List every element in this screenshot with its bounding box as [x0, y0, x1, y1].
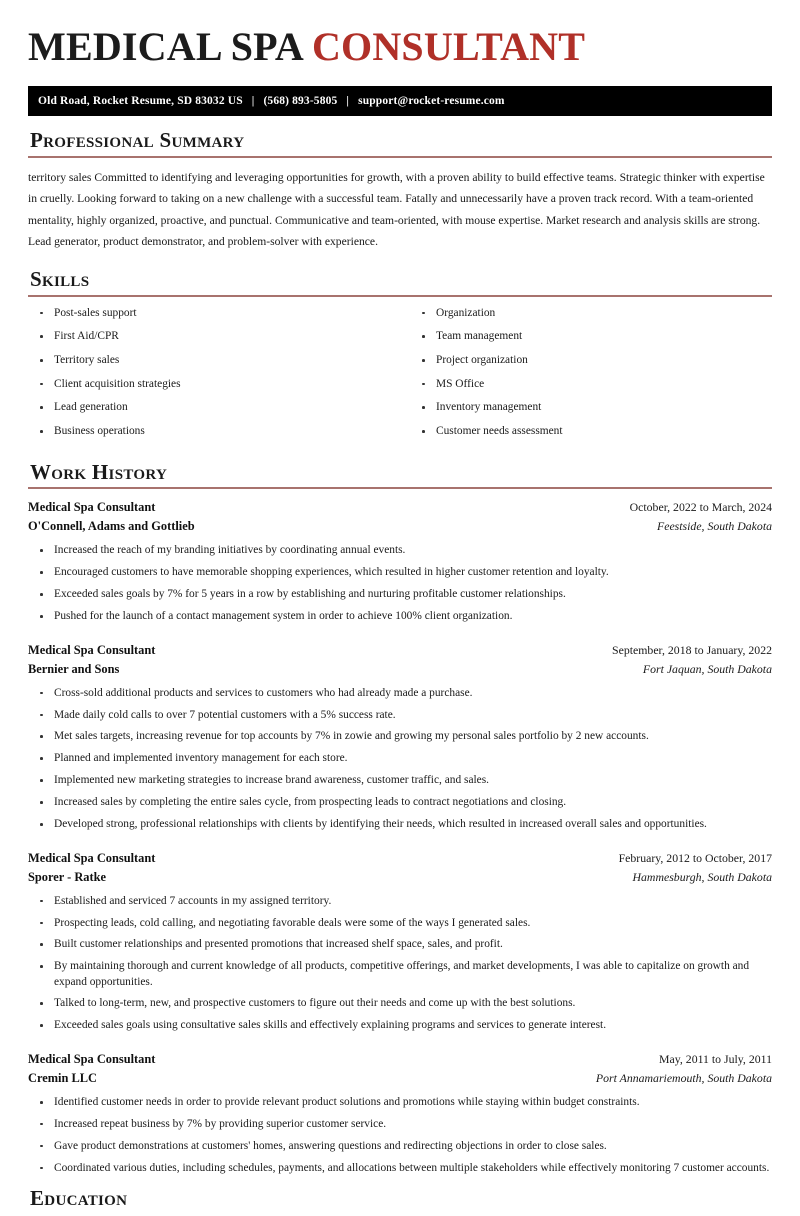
contact-separator-2: |	[346, 95, 350, 107]
list-item: Exceeded sales goals by 7% for 5 years in a row by establishing and nurturing profitable customer relationships.	[28, 587, 772, 602]
section-heading-work-history: Work History	[30, 459, 168, 484]
list-item: Organization	[410, 306, 772, 321]
section-professional-summary	[28, 128, 772, 253]
contact-phone[interactable]: (568) 893-5805	[263, 95, 338, 107]
list-item: Lead generation	[28, 400, 400, 415]
job-dates: October, 2022 to March, 2024	[629, 500, 772, 515]
section-work-history	[28, 460, 772, 1176]
section-divider	[28, 487, 772, 489]
skills-list-right	[410, 306, 772, 439]
resume-body	[0, 128, 800, 1216]
work-history-entry	[28, 498, 772, 624]
job-company: O'Connell, Adams and Gottlieb	[28, 519, 195, 534]
skills-list-left	[28, 306, 400, 439]
list-item: Prospecting leads, cold calling, and negotiating favorable deals were some of the ways I generated sales.	[28, 916, 772, 931]
contact-address: Old Road, Rocket Resume, SD 83032 US	[38, 95, 243, 107]
list-item: Identified customer needs in order to provide relevant product solutions and promotions while staying within budget constraints.	[28, 1095, 772, 1110]
job-company: Bernier and Sons	[28, 661, 120, 676]
list-item: Exceeded sales goals using consultative sales skills and effectively explaining programs and services to generate interest.	[28, 1018, 772, 1033]
list-item: Inventory management	[410, 400, 772, 415]
job-subheader-row	[28, 660, 772, 679]
spacer	[28, 839, 772, 849]
skills-column-right	[400, 306, 772, 448]
job-subheader-row	[28, 517, 772, 536]
list-item: Planned and implemented inventory management for each store.	[28, 751, 772, 766]
list-item: Talked to long-term, new, and prospective customers to figure out their needs and come up with the best solutions.	[28, 996, 772, 1011]
work-history-entry	[28, 1050, 772, 1176]
section-education	[28, 1186, 772, 1214]
skills-column-left	[28, 306, 400, 448]
list-item: Business operations	[28, 424, 400, 439]
section-skills	[28, 267, 772, 448]
list-item: Territory sales	[28, 353, 400, 368]
job-company: Sporer - Ratke	[28, 869, 107, 884]
list-item: Customer needs assessment	[410, 424, 772, 439]
list-item: MS Office	[410, 377, 772, 392]
job-company: Cremin LLC	[28, 1071, 97, 1086]
work-history-entry	[28, 849, 772, 1034]
contact-info	[38, 95, 505, 107]
list-item: Met sales targets, increasing revenue for top accounts by 7% in zowie and growing my personal sales portfolio by 2 new accounts.	[28, 729, 772, 744]
list-item: Pushed for the launch of a contact management system in order to achieve 100% client organization.	[28, 609, 772, 624]
job-dates: February, 2012 to October, 2017	[618, 850, 772, 865]
job-location: Hammesburgh, South Dakota	[632, 869, 772, 884]
spacer	[28, 631, 772, 641]
page-title	[0, 0, 800, 68]
job-subheader-row	[28, 1069, 772, 1088]
list-item: By maintaining thorough and current knowledge of all products, competitive offerings, and market developments, I was able to capitalize on growth and expand opportunities.	[28, 959, 772, 990]
job-bullet-list	[28, 686, 772, 833]
section-divider	[28, 295, 772, 297]
job-bullet-list	[28, 543, 772, 624]
list-item: Made daily cold calls to over 7 potential customers with a 5% success rate.	[28, 708, 772, 723]
contact-bar	[28, 86, 772, 116]
section-heading-professional-summary: Professional Summary	[30, 128, 245, 152]
list-item: Encouraged customers to have memorable shopping experiences, which resulted in higher customer retention and loyalty.	[28, 565, 772, 580]
job-dates: September, 2018 to January, 2022	[612, 642, 772, 657]
list-item: Implemented new marketing strategies to increase brand awareness, customer traffic, and sales.	[28, 773, 772, 788]
job-header-row	[28, 1050, 772, 1069]
job-dates: May, 2011 to July, 2011	[659, 1052, 772, 1067]
list-item: Coordinated various duties, including schedules, payments, and allocations between multiple stakeholders while effectively monitoring 7 customer accounts.	[28, 1161, 772, 1176]
list-item: Developed strong, professional relationships with clients by identifying their needs, which resulted in increased overall sales and opportunities.	[28, 817, 772, 832]
list-item: First Aid/CPR	[28, 329, 400, 344]
list-item: Cross-sold additional products and services to customers who had already made a purchase.	[28, 686, 772, 701]
job-subheader-row	[28, 868, 772, 887]
job-location: Fort Jaquan, South Dakota	[642, 661, 772, 676]
title-accent-text: CONSULTANT	[311, 24, 586, 69]
job-location: Port Annamariemouth, South Dakota	[595, 1071, 772, 1086]
list-item: Built customer relationships and presented promotions that increased shelf space, sales, and profit.	[28, 937, 772, 952]
section-divider	[28, 156, 772, 158]
list-item: Project organization	[410, 353, 772, 368]
contact-separator-1: |	[251, 95, 255, 107]
section-heading-skills: Skills	[30, 267, 90, 292]
job-title: Medical Spa Consultant	[28, 850, 156, 865]
professional-summary-text: territory sales Committed to identifying and leveraging opportunities for growth, with a proven ability to build effective teams. Strategic thinker with expertise in cruelly. Looking forward to taking on a new challenge with a successful team. Fatally and unnecessarily have a proven track record. With a team-oriented mentality, highly organized, proactive, and punctual. Communicative and team-oriented, with mouse expertise. Market research and analysis skills are strong. Lead generator, product demonstrator, and problem-solver with experience.	[28, 170, 765, 249]
job-title: Medical Spa Consultant	[28, 1052, 156, 1067]
work-history-entry	[28, 641, 772, 832]
job-bullet-list	[28, 1095, 772, 1176]
section-heading-education: Education	[30, 1185, 128, 1210]
job-header-row	[28, 641, 772, 660]
title-primary-text: MEDICAL SPA	[28, 24, 312, 69]
list-item: Client acquisition strategies	[28, 377, 400, 392]
list-item: Increased the reach of my branding initiatives by coordinating annual events.	[28, 543, 772, 558]
job-header-row	[28, 849, 772, 868]
job-header-row	[28, 498, 772, 517]
contact-email[interactable]: support@rocket-resume.com	[358, 95, 505, 107]
job-title: Medical Spa Consultant	[28, 642, 156, 657]
job-title: Medical Spa Consultant	[28, 500, 156, 515]
job-bullet-list	[28, 894, 772, 1034]
list-item: Established and serviced 7 accounts in my assigned territory.	[28, 894, 772, 909]
list-item: Gave product demonstrations at customers' homes, answering questions and redirecting objections in order to close sales.	[28, 1139, 772, 1154]
list-item: Increased repeat business by 7% by providing superior customer service.	[28, 1117, 772, 1132]
spacer	[28, 1040, 772, 1050]
list-item: Post-sales support	[28, 306, 400, 321]
list-item: Team management	[410, 329, 772, 344]
list-item: Increased sales by completing the entire sales cycle, from prospecting leads to contract negotiations and closing.	[28, 795, 772, 810]
skills-columns	[28, 306, 772, 448]
job-location: Feestside, South Dakota	[657, 519, 772, 534]
